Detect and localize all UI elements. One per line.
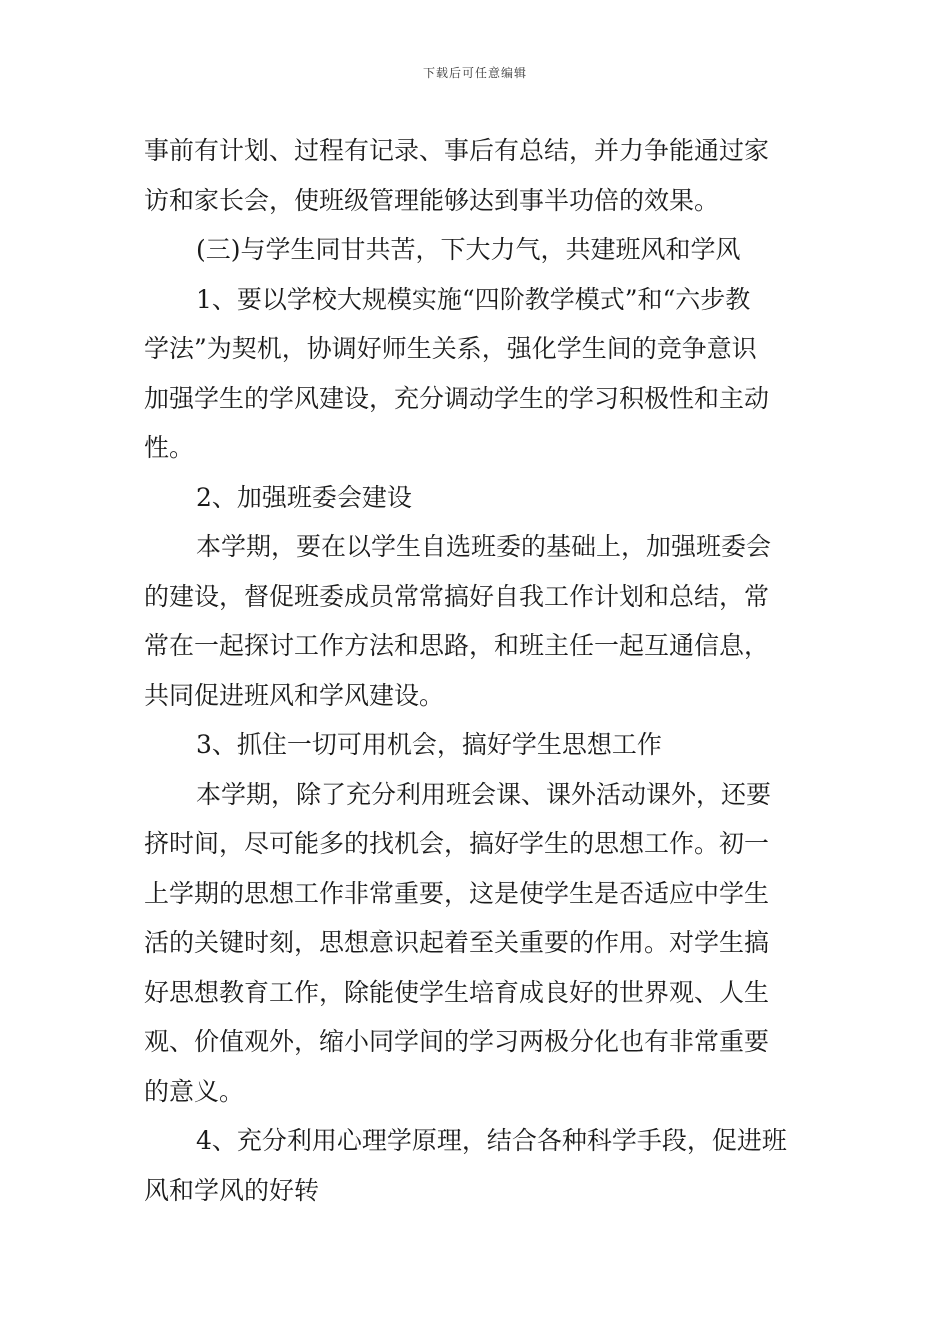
text-line: 2、加强班委会建设 (196, 482, 412, 512)
text-line: 共同促进班风和学风建设。 (144, 680, 445, 710)
text-line: 活的关键时刻，思想意识起着至关重要的作用。对学生搞 (144, 928, 770, 957)
text-line: 访和家长会，使班级管理能够达到事半功倍的效果。 (144, 185, 720, 215)
text-line: 3、抓住一切可用机会，搞好学生思想工作 (196, 730, 662, 759)
text-line: 常在一起探讨工作方法和思路，和班主任一起互通信息， (144, 631, 770, 660)
text-line: (三)与学生同甘共苦，下大力气，共建班风和学风 (196, 235, 741, 264)
document-body (144, 126, 812, 1215)
text-line: 上学期的思想工作非常重要，这是使学生是否适应中学生 (144, 878, 770, 908)
text-line: 的意义。 (144, 1076, 245, 1106)
text-line: 观、价值观外，缩小同学间的学习两极分化也有非常重要 (144, 1027, 770, 1056)
text-line: 学法”为契机，协调好师生关系，强化学生间的竞争意识 (144, 334, 757, 363)
text-line: 风和学风的好转 (144, 1175, 320, 1205)
text-line: 加强学生的学风建设，充分调动学生的学习积极性和主动 (144, 383, 770, 413)
text-line: 4、充分利用心理学原理，结合各种科学手段，促进班 (196, 1126, 787, 1155)
text-line: 本学期，要在以学生自选班委的基础上，加强班委会 (196, 532, 772, 561)
text-line: 好思想教育工作，除能使学生培育成良好的世界观、人生 (144, 977, 770, 1007)
text-line: 1、要以学校大规模实施“四阶教学模式”和“六步教 (196, 284, 751, 314)
text-line: 性。 (144, 433, 195, 462)
text-line: 本学期，除了充分利用班会课、课外活动课外，还要 (196, 779, 772, 809)
text-line: 的建设，督促班委成员常常搞好自我工作计划和总结，常 (144, 581, 770, 611)
page-header-note: 下载后可任意编辑 (422, 66, 527, 80)
text-line: 事前有计划、过程有记录、事后有总结，并力争能通过家 (144, 136, 770, 165)
text-line: 挤时间，尽可能多的找机会，搞好学生的思想工作。初一 (144, 829, 770, 858)
